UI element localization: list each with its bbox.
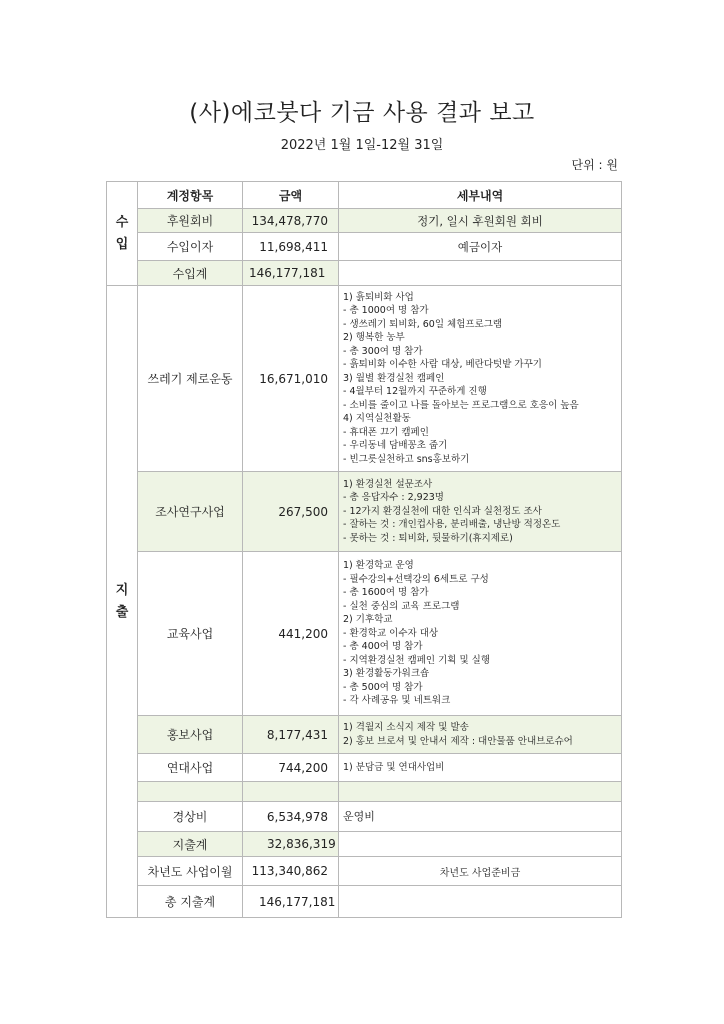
table-row bbox=[107, 233, 622, 261]
table-row bbox=[107, 754, 622, 782]
row-detail bbox=[339, 832, 622, 857]
row-amount: 6,534,978 bbox=[243, 802, 339, 832]
row-item: 경상비 bbox=[138, 802, 243, 832]
header-amount: 금액 bbox=[243, 182, 339, 209]
row-amount: 16,671,010 bbox=[243, 286, 339, 472]
row-amount: 134,478,770 bbox=[243, 209, 339, 233]
row-item: 수입이자 bbox=[138, 233, 243, 261]
income-section-label: 수 입 bbox=[107, 182, 138, 286]
row-item: 홍보사업 bbox=[138, 716, 243, 754]
header-row bbox=[107, 182, 622, 209]
row-amount: 32,836,319 bbox=[243, 832, 339, 857]
table-row bbox=[107, 832, 622, 857]
report-period: 2022년 1월 1일-12월 31일 bbox=[280, 138, 444, 153]
row-amount: 744,200 bbox=[243, 754, 339, 782]
row-item: 교육사업 bbox=[138, 552, 243, 716]
row-item: 지출계 bbox=[138, 832, 243, 857]
table-row bbox=[107, 472, 622, 552]
report-title: (사)에코붓다 기금 사용 결과 보고 bbox=[189, 100, 535, 126]
row-item: 총 지출계 bbox=[138, 886, 243, 918]
row-item: 차년도 사업이월 bbox=[138, 857, 243, 886]
row-item: 후원회비 bbox=[138, 209, 243, 233]
row-amount: 113,340,862 bbox=[243, 857, 339, 886]
row-item: 쓰레기 제로운동 bbox=[138, 286, 243, 472]
row-item: 연대사업 bbox=[138, 754, 243, 782]
table-row bbox=[107, 857, 622, 886]
table-row bbox=[107, 886, 622, 918]
table-row bbox=[107, 209, 622, 233]
row-detail: 1) 흙퇴비화 사업 - 총 1000여 명 참가 - 생쓰레기 퇴비화, 60일 체험프로그램 2) 행복한 농부 - 총 300여 명 참가 - 흙퇴비화 이수한 사람 대상, 베란다텃밭 가꾸기 3) 월별 환경실천 캠페인 - 4월부터 12월까지 꾸준하게 진행 - 소비를 줄이고 나를 돌아보는 프로그램으로 호응이 높음 4) 지역실천활동 - 휴대폰 끄기 캠페인 - 우리동네 담배꽁초 줍기 - 빈그릇실천하고 sns홍보하기 bbox=[339, 286, 622, 472]
row-detail: 정기, 일시 후원회원 회비 bbox=[339, 209, 622, 233]
table-row bbox=[107, 716, 622, 754]
fund-report-table bbox=[106, 181, 622, 918]
row-amount: 146,177,181 bbox=[243, 886, 339, 918]
row-amount: 8,177,431 bbox=[243, 716, 339, 754]
header-detail: 세부내역 bbox=[339, 182, 622, 209]
row-detail: 예금이자 bbox=[339, 233, 622, 261]
header-item: 계정항목 bbox=[138, 182, 243, 209]
row-detail: 운영비 bbox=[339, 802, 622, 832]
row-detail: 1) 분담금 및 연대사업비 bbox=[339, 754, 622, 782]
table-row bbox=[107, 261, 622, 286]
spacer-row bbox=[107, 782, 622, 802]
row-amount: 441,200 bbox=[243, 552, 339, 716]
table-row bbox=[107, 802, 622, 832]
row-detail: 1) 격월지 소식지 제작 및 발송 2) 홍보 브로셔 및 안내서 제작 : 대안물품 안내브로슈어 bbox=[339, 716, 622, 754]
row-item: 조사연구사업 bbox=[138, 472, 243, 552]
row-amount: 11,698,411 bbox=[243, 233, 339, 261]
unit-label: 단위 : 원 bbox=[571, 158, 618, 172]
row-amount: 267,500 bbox=[243, 472, 339, 552]
row-amount: 146,177,181 bbox=[243, 261, 339, 286]
table-row bbox=[107, 286, 622, 472]
row-detail bbox=[339, 261, 622, 286]
row-detail: 차년도 사업준비금 bbox=[339, 857, 622, 886]
expense-section-label: 지 출 bbox=[107, 286, 138, 918]
row-detail: 1) 환경실천 설문조사 - 총 응답자수 : 2,923명 - 12가지 환경실천에 대한 인식과 실천정도 조사 - 잘하는 것 : 개인컵사용, 분리배출, 냉난방 적정온도 - 못하는 것 : 퇴비화, 뒷물하기(휴지제로) bbox=[339, 472, 622, 552]
table-row bbox=[107, 552, 622, 716]
row-detail bbox=[339, 886, 622, 918]
row-detail: 1) 환경학교 운영 - 필수강의+선택강의 6세트로 구성 - 총 1600여 명 참가 - 실천 중심의 교육 프로그램 2) 기후학교 - 환경학교 이수자 대상 - 총 400여 명 참가 - 지역환경실천 캠페인 기획 및 실행 3) 환경활동가워크숍 - 총 500여 명 참가 - 각 사례공유 및 네트워크 bbox=[339, 552, 622, 716]
row-item: 수입계 bbox=[138, 261, 243, 286]
